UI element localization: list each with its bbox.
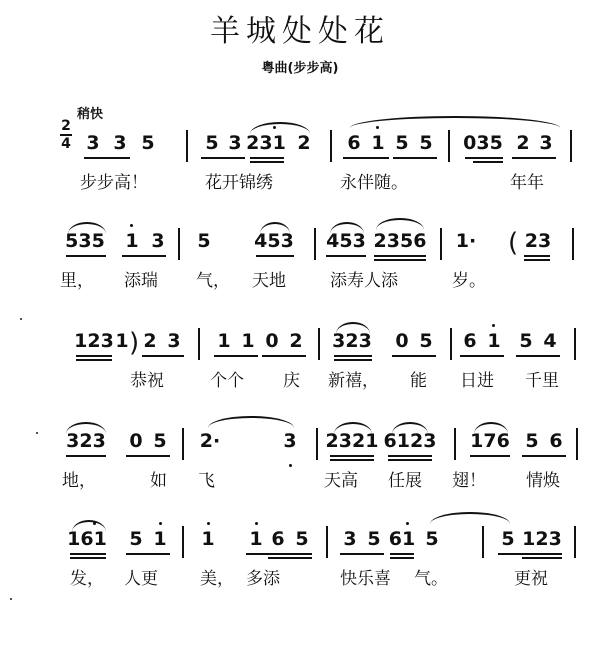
note: 5 — [519, 330, 533, 352]
lyric: 更祝 — [514, 569, 548, 589]
note: 0 — [265, 330, 279, 352]
note: 6 — [463, 330, 477, 352]
note: 1 — [371, 132, 385, 154]
barline — [182, 428, 184, 460]
beam — [250, 157, 284, 159]
octave-dot — [207, 522, 210, 525]
lyric: 翅！ — [452, 471, 486, 491]
slur — [72, 520, 106, 532]
barline — [574, 526, 576, 558]
note: 323 — [332, 330, 372, 352]
lyric: 恭祝 — [130, 371, 164, 391]
lyric: 情焕 — [526, 471, 560, 491]
note: 3 — [228, 132, 242, 154]
barline — [316, 428, 318, 460]
lyric: 添瑞 — [124, 271, 158, 291]
note: 176 — [470, 430, 510, 452]
slur — [330, 222, 364, 234]
barline — [450, 328, 452, 360]
beam — [142, 355, 184, 357]
note: 535 — [65, 230, 105, 252]
beam — [250, 161, 284, 163]
lyric: 庆 — [283, 371, 300, 391]
note: 3 — [343, 528, 357, 550]
lyric: 任展 — [388, 471, 422, 491]
note: 5 — [419, 330, 433, 352]
beam — [516, 355, 560, 357]
lyric: 如 — [150, 471, 167, 491]
notes-row — [0, 122, 600, 162]
beam — [390, 557, 414, 559]
note: 5 — [525, 430, 539, 452]
tempo-marking: 稍快 — [77, 107, 104, 122]
note: 1 — [115, 330, 129, 352]
note: 453 — [326, 230, 366, 252]
notes-row — [0, 420, 600, 460]
notes-row — [0, 518, 600, 558]
beam — [76, 359, 112, 361]
note: 23 — [524, 230, 552, 252]
note: 4 — [543, 330, 557, 352]
barline — [318, 328, 320, 360]
beam — [524, 259, 550, 261]
open-paren: ( — [508, 228, 519, 258]
note: 3 — [86, 132, 100, 154]
notes-row — [0, 320, 600, 360]
lyric: 里， — [60, 271, 94, 291]
note: 5 — [367, 528, 381, 550]
lyric: 多添 — [246, 569, 280, 589]
beam — [122, 255, 166, 257]
note: 5 — [197, 230, 211, 252]
lyric: 快乐喜 — [340, 569, 391, 589]
note: 1 — [249, 528, 263, 550]
song-title: 羊城处处花 — [210, 14, 390, 49]
close-paren: ) — [129, 328, 140, 358]
beam — [214, 355, 258, 357]
beam — [256, 255, 294, 257]
octave-dot — [255, 522, 258, 525]
barline — [182, 526, 184, 558]
score-system-5 — [0, 518, 600, 608]
lyric: 飞 — [198, 471, 215, 491]
beam — [343, 157, 389, 159]
barline — [572, 228, 574, 260]
beam — [522, 455, 566, 457]
beam — [498, 553, 562, 555]
note: 5 — [395, 132, 409, 154]
note: 231 — [246, 132, 286, 154]
beam — [393, 157, 437, 159]
beam — [76, 355, 112, 357]
barline — [314, 228, 316, 260]
note: 5 — [141, 132, 155, 154]
beam — [70, 557, 106, 559]
beam — [374, 259, 426, 261]
beam — [470, 455, 510, 457]
note: 2321 — [325, 430, 379, 452]
beam — [66, 255, 106, 257]
beam — [268, 557, 312, 559]
beam — [330, 455, 374, 457]
note: 2 — [297, 132, 311, 154]
note: 3 — [113, 132, 127, 154]
note: 1 — [487, 330, 501, 352]
slur — [260, 222, 290, 234]
notes-row — [0, 220, 600, 260]
lyric: 个个 — [210, 371, 244, 391]
beam — [388, 455, 432, 457]
slur — [66, 422, 106, 434]
slur — [208, 416, 294, 428]
note: 3 — [539, 132, 553, 154]
lyric: 人更 — [124, 569, 158, 589]
note: 123 — [522, 528, 562, 550]
lyric: 气， — [196, 271, 230, 291]
lyric: 天高 — [324, 471, 358, 491]
lyric: 千里 — [525, 371, 559, 391]
beam — [522, 557, 562, 559]
slur — [392, 422, 428, 434]
barline — [440, 228, 442, 260]
lyric: 发， — [70, 569, 104, 589]
note: 123 — [74, 330, 114, 352]
note: 5 — [153, 430, 167, 452]
note: 2 — [143, 330, 157, 352]
slur — [350, 116, 560, 128]
slur — [376, 218, 424, 230]
beam — [392, 355, 436, 357]
scan-speck — [36, 432, 38, 434]
note: 1 — [201, 528, 215, 550]
lyric: 气。 — [414, 569, 448, 589]
note: 323 — [66, 430, 106, 452]
barline — [330, 130, 332, 162]
lyric: 花开锦绣 — [205, 173, 273, 193]
octave-dot — [159, 522, 162, 525]
score-system-2 — [0, 220, 600, 310]
barline — [198, 328, 200, 360]
lyric: 天地 — [252, 271, 286, 291]
beam — [326, 255, 366, 257]
score-system-3 — [0, 320, 600, 410]
barline — [326, 526, 328, 558]
time-signature-bottom: 4 — [61, 136, 71, 152]
score-system-4 — [0, 420, 600, 510]
slur — [474, 422, 508, 434]
octave-dot — [130, 224, 133, 227]
barline — [186, 130, 188, 162]
slur — [336, 322, 370, 334]
beam — [70, 553, 106, 555]
score-system-1 — [0, 122, 600, 212]
beam — [66, 455, 106, 457]
note: 0 — [395, 330, 409, 352]
beam — [84, 157, 130, 159]
note: 1 — [153, 528, 167, 550]
beam — [473, 161, 503, 163]
note: 6 — [549, 430, 563, 452]
beam — [126, 455, 170, 457]
note: 453 — [254, 230, 294, 252]
lyric: 岁。 — [452, 271, 486, 291]
note: 6 — [271, 528, 285, 550]
lyric: 日进 — [460, 371, 494, 391]
octave-dot — [492, 324, 495, 327]
lyric: 年年 — [510, 173, 544, 193]
note: 3 — [151, 230, 165, 252]
beam — [460, 355, 504, 357]
beam — [330, 459, 374, 461]
note: 5 — [419, 132, 433, 154]
beam — [390, 553, 414, 555]
note: 161 — [67, 528, 107, 550]
octave-dot — [289, 464, 292, 467]
note: 5 — [425, 528, 439, 550]
barline — [454, 428, 456, 460]
scan-speck — [20, 318, 22, 320]
beam — [126, 553, 170, 555]
barline — [482, 526, 484, 558]
note: 5 — [205, 132, 219, 154]
lyric: 新禧， — [328, 371, 379, 391]
beam — [246, 553, 312, 555]
note: 6 — [347, 132, 361, 154]
time-signature-top: 2 — [61, 118, 71, 134]
lyric: 添寿人添 — [330, 271, 398, 291]
slur — [334, 422, 372, 434]
lyric: 地， — [62, 471, 96, 491]
note: 5 — [501, 528, 515, 550]
barline — [448, 130, 450, 162]
scan-speck — [10, 598, 12, 600]
slur — [250, 122, 310, 134]
beam — [465, 157, 503, 159]
barline — [576, 428, 578, 460]
note: 61 — [388, 528, 416, 550]
note: 5 — [129, 528, 143, 550]
slur — [68, 222, 106, 234]
note: 0 — [129, 430, 143, 452]
barline — [570, 130, 572, 162]
song-subtitle: 粤曲(步步高) — [261, 61, 339, 76]
barline — [178, 228, 180, 260]
note: 1· — [455, 230, 477, 252]
beam — [201, 157, 245, 159]
barline — [574, 328, 576, 360]
note: 1 — [125, 230, 139, 252]
lyric: 步步高！ — [80, 173, 148, 193]
lyric: 美， — [200, 569, 234, 589]
beam — [340, 553, 384, 555]
note: 2356 — [373, 230, 427, 252]
beam — [262, 355, 306, 357]
note: 3 — [167, 330, 181, 352]
note: 2· — [199, 430, 221, 452]
note: 3 — [283, 430, 297, 452]
beam — [524, 255, 550, 257]
note: 5 — [295, 528, 309, 550]
note: 6123 — [383, 430, 437, 452]
note: 035 — [463, 132, 503, 154]
note: 2 — [289, 330, 303, 352]
note: 1 — [241, 330, 255, 352]
slur — [430, 512, 510, 524]
lyric: 能 — [410, 371, 427, 391]
note: 1 — [217, 330, 231, 352]
beam — [388, 459, 432, 461]
lyric: 永伴随。 — [340, 173, 408, 193]
beam — [334, 355, 372, 357]
octave-dot — [406, 522, 409, 525]
beam — [374, 255, 426, 257]
beam — [512, 157, 556, 159]
beam — [334, 359, 372, 361]
note: 2 — [516, 132, 530, 154]
